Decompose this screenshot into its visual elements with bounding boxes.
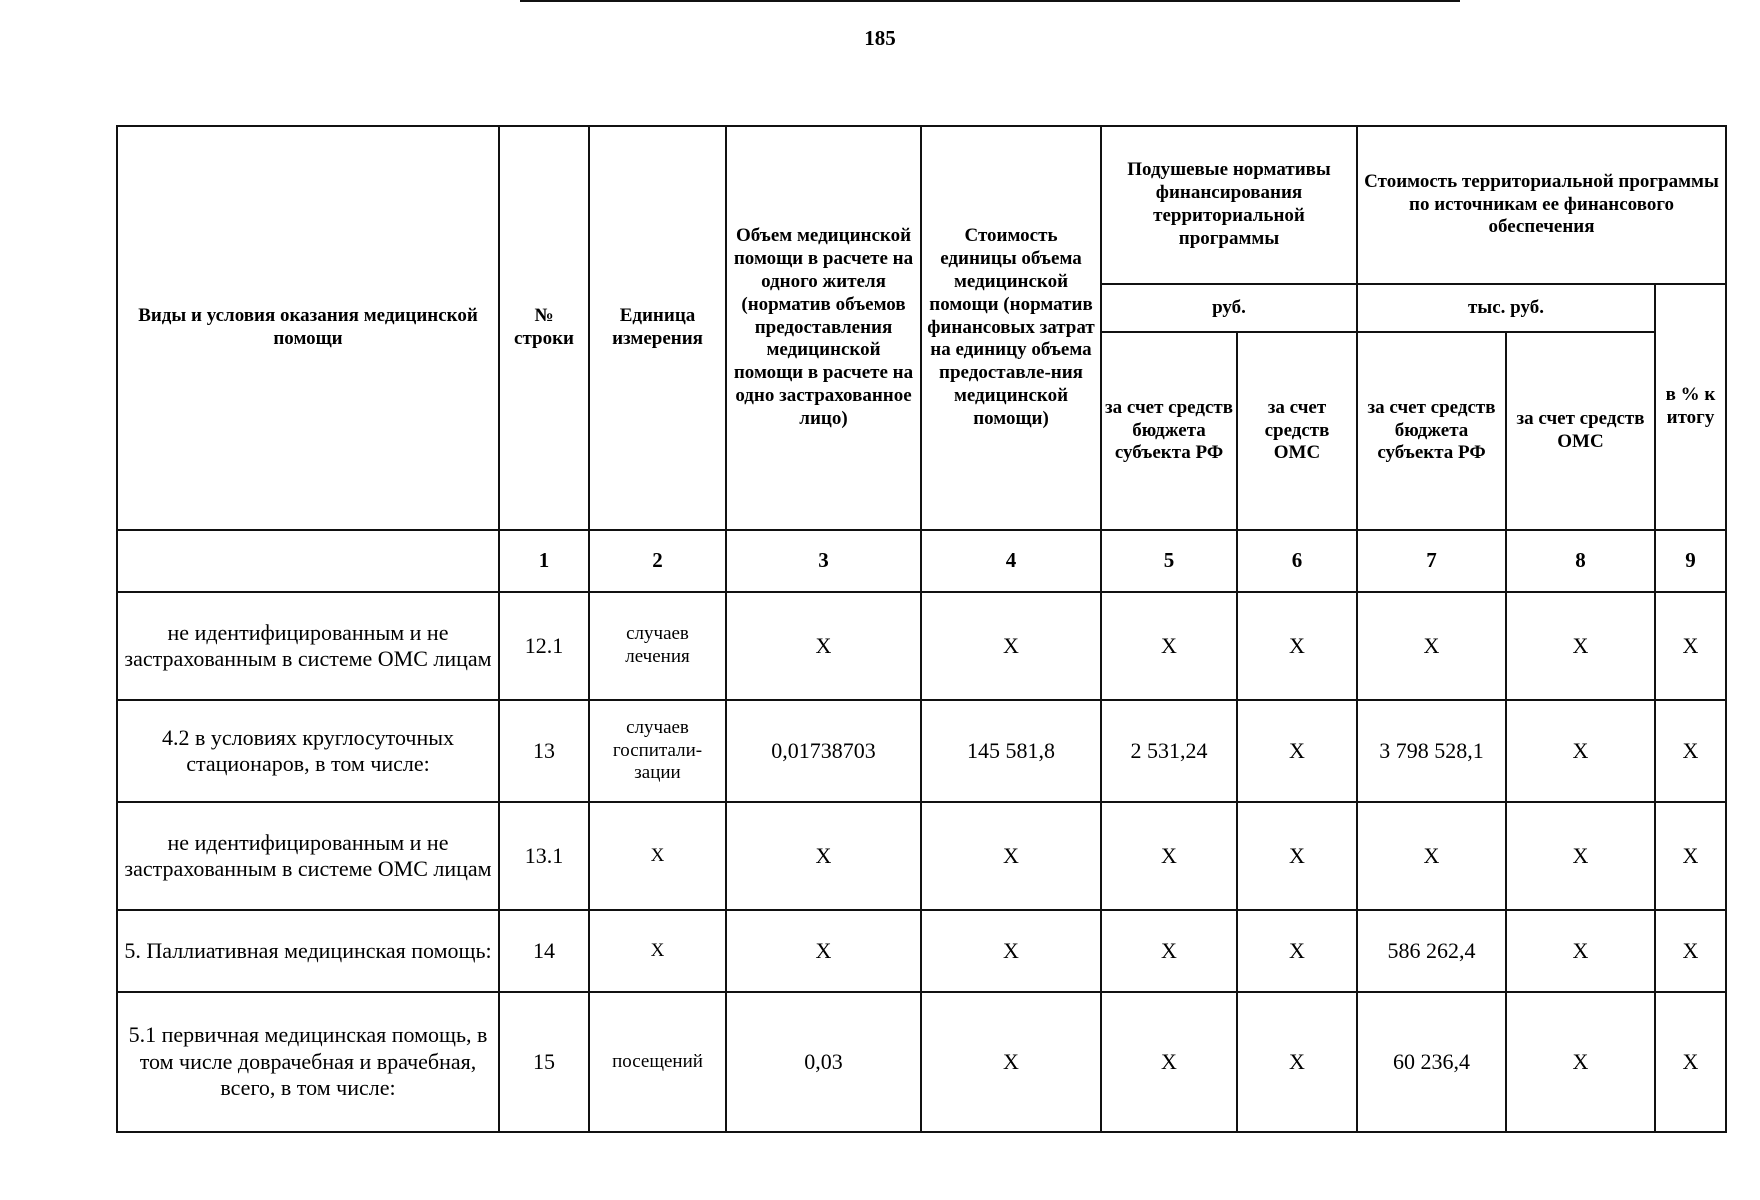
col-number: 9 bbox=[1655, 530, 1726, 592]
row-label: 5.1 первичная медицинская помощь, в том числе доврачебная и врачебная, всего, в том числе: bbox=[117, 992, 499, 1132]
header-row-no: № строки bbox=[499, 126, 589, 530]
header-type: Виды и условия оказания медицинской помощи bbox=[117, 126, 499, 530]
row-cost: 145 581,8 bbox=[921, 700, 1101, 802]
row-oms-thous: X bbox=[1506, 992, 1655, 1132]
row-cost: X bbox=[921, 802, 1101, 910]
table-row bbox=[117, 700, 1726, 802]
row-percent: X bbox=[1655, 802, 1726, 910]
header-program-cost: Стоимость территориальной программы по источникам ее финансового обеспечения bbox=[1357, 126, 1726, 284]
row-budget-rub: X bbox=[1101, 992, 1237, 1132]
row-volume: 0,03 bbox=[726, 992, 921, 1132]
row-unit: X bbox=[589, 802, 726, 910]
row-percent: X bbox=[1655, 992, 1726, 1132]
row-volume: X bbox=[726, 592, 921, 700]
row-unit: посещений bbox=[589, 992, 726, 1132]
row-oms-rub: X bbox=[1237, 910, 1357, 992]
col-number: 3 bbox=[726, 530, 921, 592]
col-number: 1 bbox=[499, 530, 589, 592]
col-number: 7 bbox=[1357, 530, 1506, 592]
header-volume: Объем медицинской помощи в расчете на одного жителя (норматив объемов предоставления медицинской помощи в расчете на одно застрахованное лицо) bbox=[726, 126, 921, 530]
row-oms-thous: X bbox=[1506, 592, 1655, 700]
top-rule bbox=[520, 0, 1460, 2]
header-oms-2: за счет средств ОМС bbox=[1506, 332, 1655, 530]
row-label: 4.2 в условиях круглосуточных стационаров, в том числе: bbox=[117, 700, 499, 802]
row-volume: X bbox=[726, 910, 921, 992]
row-oms-rub: X bbox=[1237, 700, 1357, 802]
header-cost: Стоимость единицы объема медицинской помощи (норматив финансовых затрат на единицу объема предоставле-ния медицинской помощи) bbox=[921, 126, 1101, 530]
row-label: не идентифицированным и не застрахованным в системе ОМС лицам bbox=[117, 802, 499, 910]
header-budget-subject: за счет средств бюджета субъекта РФ bbox=[1101, 332, 1237, 530]
column-number-row bbox=[117, 530, 1726, 592]
row-unit: случаев госпитали-зации bbox=[589, 700, 726, 802]
row-cost: X bbox=[921, 992, 1101, 1132]
row-budget-thous: 3 798 528,1 bbox=[1357, 700, 1506, 802]
row-budget-rub: X bbox=[1101, 802, 1237, 910]
header-budget-subject-2: за счет средств бюджета субъекта РФ bbox=[1357, 332, 1506, 530]
row-volume: X bbox=[726, 802, 921, 910]
row-volume: 0,01738703 bbox=[726, 700, 921, 802]
table-row bbox=[117, 910, 1726, 992]
row-budget-rub: X bbox=[1101, 592, 1237, 700]
header-unit: Единица измерения bbox=[589, 126, 726, 530]
row-number: 14 bbox=[499, 910, 589, 992]
row-budget-thous: X bbox=[1357, 802, 1506, 910]
row-number: 13.1 bbox=[499, 802, 589, 910]
row-label: 5. Паллиативная медицинская помощь: bbox=[117, 910, 499, 992]
row-budget-thous: 586 262,4 bbox=[1357, 910, 1506, 992]
col-number: 4 bbox=[921, 530, 1101, 592]
row-number: 13 bbox=[499, 700, 589, 802]
row-budget-rub: 2 531,24 bbox=[1101, 700, 1237, 802]
row-number: 12.1 bbox=[499, 592, 589, 700]
row-percent: X bbox=[1655, 700, 1726, 802]
row-oms-thous: X bbox=[1506, 802, 1655, 910]
table-row bbox=[117, 992, 1726, 1132]
row-cost: X bbox=[921, 592, 1101, 700]
row-oms-rub: X bbox=[1237, 592, 1357, 700]
row-budget-thous: 60 236,4 bbox=[1357, 992, 1506, 1132]
row-percent: X bbox=[1655, 910, 1726, 992]
row-cost: X bbox=[921, 910, 1101, 992]
row-unit: X bbox=[589, 910, 726, 992]
row-oms-thous: X bbox=[1506, 700, 1655, 802]
header-percent-total: в % к итогу bbox=[1655, 284, 1726, 530]
col-number: 8 bbox=[1506, 530, 1655, 592]
row-percent: X bbox=[1655, 592, 1726, 700]
col-number: 2 bbox=[589, 530, 726, 592]
financing-table bbox=[116, 125, 1727, 1133]
header-rub: руб. bbox=[1101, 284, 1357, 332]
row-number: 15 bbox=[499, 992, 589, 1132]
header-thous-rub: тыс. руб. bbox=[1357, 284, 1655, 332]
header-per-capita: Подушевые нормативы финансирования территориальной программы bbox=[1101, 126, 1357, 284]
table-row bbox=[117, 802, 1726, 910]
row-budget-thous: X bbox=[1357, 592, 1506, 700]
row-oms-rub: X bbox=[1237, 802, 1357, 910]
row-oms-thous: X bbox=[1506, 910, 1655, 992]
row-unit: случаев лечения bbox=[589, 592, 726, 700]
row-budget-rub: X bbox=[1101, 910, 1237, 992]
table-row bbox=[117, 592, 1726, 700]
row-label: не идентифицированным и не застрахованным в системе ОМС лицам bbox=[117, 592, 499, 700]
col-number: 6 bbox=[1237, 530, 1357, 592]
header-oms: за счет средств ОМС bbox=[1237, 332, 1357, 530]
page-number: 185 bbox=[864, 26, 896, 50]
col-number: 5 bbox=[1101, 530, 1237, 592]
row-oms-rub: X bbox=[1237, 992, 1357, 1132]
col-number bbox=[117, 530, 499, 592]
